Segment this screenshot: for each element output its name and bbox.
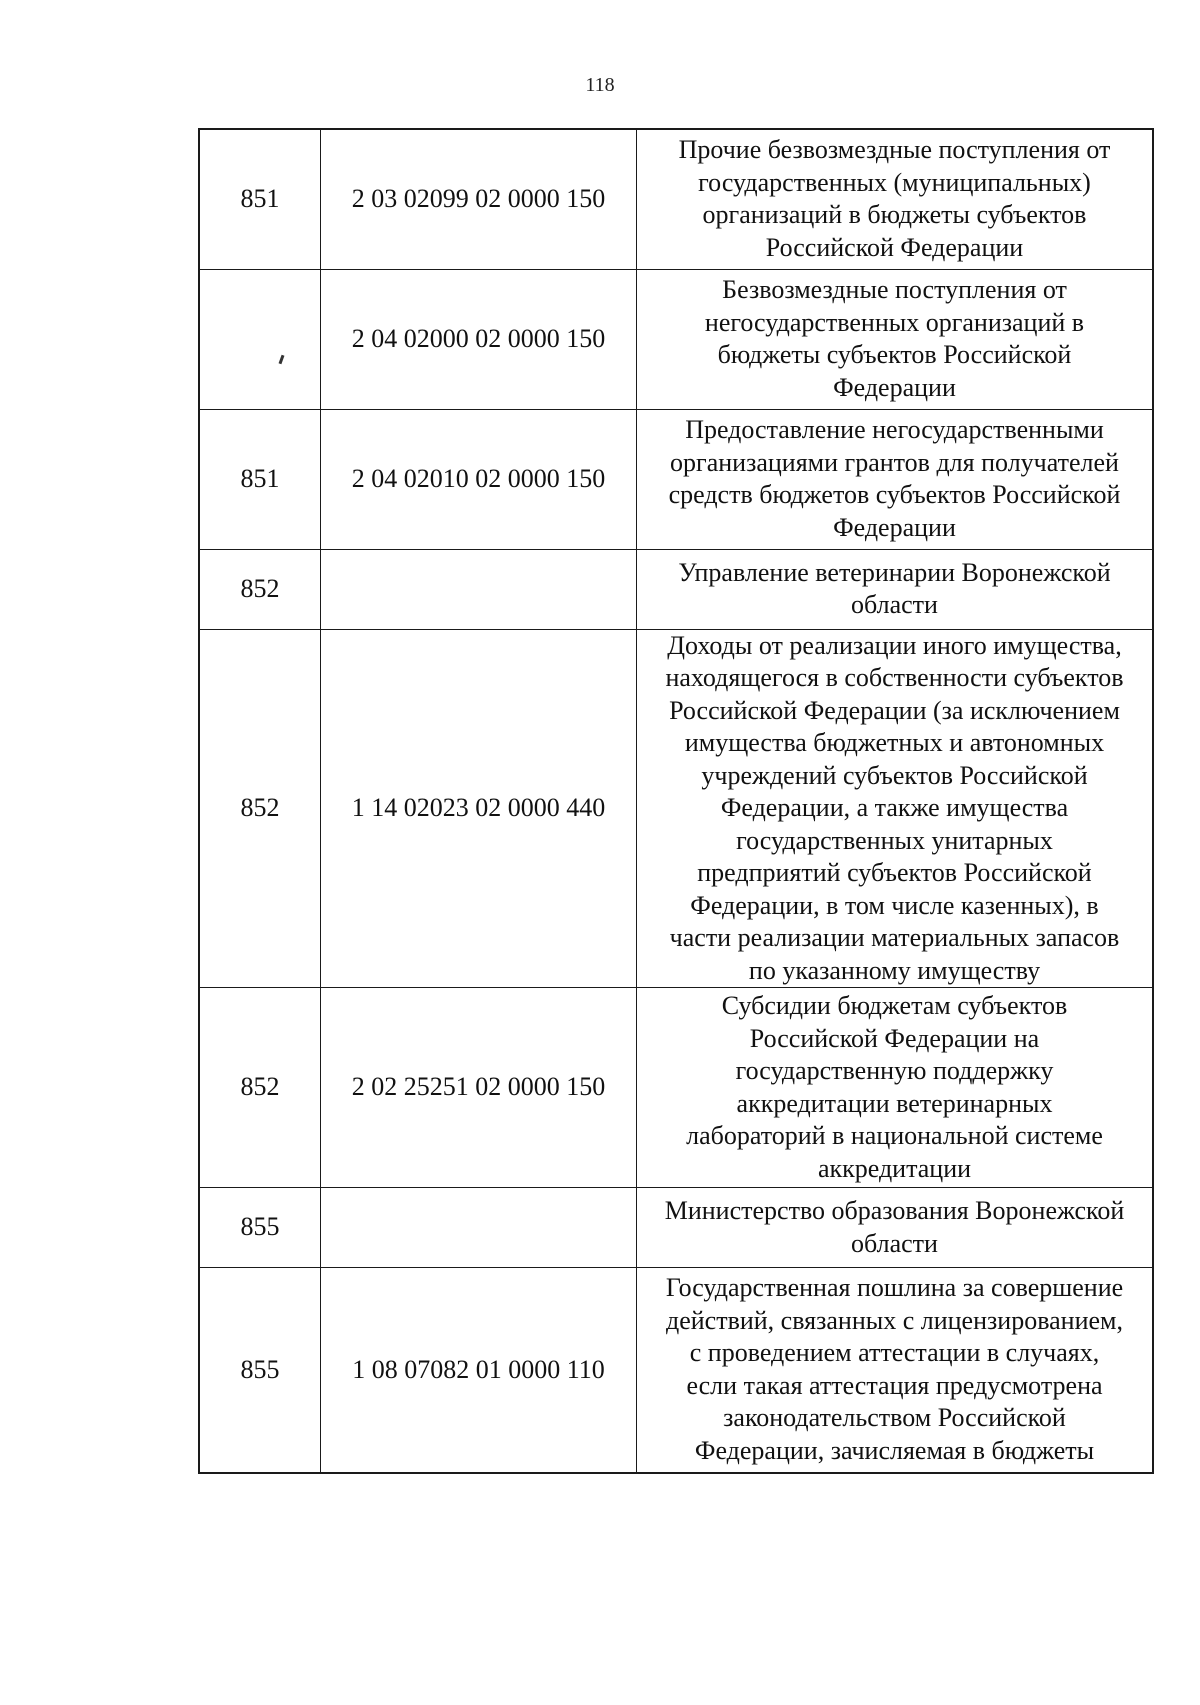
admin-code-cell: [199, 269, 321, 409]
revenue-name-line: имущества бюджетных и автономных: [684, 728, 1105, 757]
revenue-name-cell: [637, 1268, 1154, 1473]
revenue-codes-table: [198, 128, 1154, 1474]
revenue-name-line: государственных унитарных: [736, 825, 1053, 855]
revenue-name-line: аккредитации: [817, 1153, 972, 1183]
revenue-name-line: Российской Федерации на: [749, 1023, 1040, 1053]
revenue-code-cell: 1 08 07082 01 0000 110: [321, 1268, 637, 1473]
revenue-name-line: Министерство образования Воронежской: [664, 1196, 1125, 1225]
revenue-name-cell: [637, 129, 1154, 269]
table-row: [199, 129, 1153, 269]
revenue-name-line: находящегося в собственности субъектов: [665, 663, 1124, 692]
revenue-name-line: Доходы от реализации иного имущества,: [667, 630, 1122, 660]
revenue-name-line: Безвозмездные поступления от: [722, 275, 1067, 304]
revenue-code-cell: 2 02 25251 02 0000 150: [321, 988, 637, 1188]
admin-code-cell: 855: [199, 1268, 321, 1473]
revenue-name-line: негосударственных организаций в: [704, 307, 1085, 337]
revenue-name-line: лабораторий в национальной системе: [686, 1121, 1103, 1150]
revenue-code-cell: 2 04 02010 02 0000 150: [321, 409, 637, 549]
revenue-name-cell: [637, 549, 1154, 629]
table-row: [199, 1268, 1153, 1473]
revenue-name-line: области: [851, 590, 938, 619]
revenue-code-cell: 1 14 02023 02 0000 440: [321, 629, 637, 988]
table-row: [199, 629, 1153, 988]
revenue-name-line: Федерации: [833, 372, 956, 402]
revenue-name-line: аккредитации ветеринарных: [736, 1088, 1053, 1118]
revenue-name-line: учреждений субъектов Российской: [701, 760, 1088, 790]
revenue-code-cell: 2 03 02099 02 0000 150: [321, 129, 637, 269]
admin-code-cell: 852: [199, 629, 321, 988]
revenue-name-cell: [637, 409, 1154, 549]
table-body: [199, 129, 1153, 1473]
revenue-name-cell: [637, 269, 1154, 409]
revenue-name-line: действий, связанных с лицензированием,: [665, 1305, 1123, 1335]
revenue-name-cell: [637, 988, 1154, 1188]
page-number: 118: [585, 74, 615, 96]
revenue-name-line: Российской Федерации: [765, 232, 1024, 262]
admin-code-cell: 851: [199, 129, 321, 269]
revenue-name-line: Федерации, в том числе казенных), в: [690, 890, 1099, 920]
revenue-name-line: с проведением аттестации в случаях,: [689, 1338, 1100, 1368]
revenue-name-line: Российской Федерации (за исключением: [669, 695, 1120, 725]
revenue-name-line: бюджеты субъектов Российской: [717, 340, 1072, 369]
revenue-name-line: Федерации, зачисляемая в бюджеты: [694, 1435, 1095, 1465]
admin-code-cell: 852: [199, 988, 321, 1188]
revenue-name-line: Прочие безвозмездные поступления от: [678, 135, 1111, 165]
admin-code-cell: 855: [199, 1188, 321, 1268]
revenue-name-line: организаций в бюджеты субъектов: [702, 200, 1087, 230]
revenue-code-cell: 2 04 02000 02 0000 150: [321, 269, 637, 409]
revenue-name-line: государственных (муниципальных): [698, 167, 1091, 197]
revenue-name-line: законодательством Российской: [723, 1403, 1066, 1433]
revenue-name-line: если такая аттестация предусмотрена: [686, 1370, 1103, 1400]
admin-code-cell: 851: [199, 409, 321, 549]
revenue-name-line: области: [851, 1228, 938, 1258]
revenue-name-line: Предоставление негосударственными: [685, 415, 1104, 444]
revenue-name-line: по указанному имуществу: [748, 955, 1041, 985]
revenue-code-cell: [321, 1188, 637, 1268]
revenue-name-line: средств бюджетов субъектов Российской: [668, 480, 1121, 509]
revenue-name-line: Государственная пошлина за совершение: [665, 1273, 1124, 1303]
table-row: [199, 409, 1153, 549]
table-row: [199, 988, 1153, 1188]
revenue-name-cell: [637, 629, 1154, 988]
revenue-name-line: организациями грантов для получателей: [670, 447, 1119, 477]
admin-code-cell: 852: [199, 549, 321, 629]
revenue-name-line: Субсидии бюджетам субъектов: [721, 991, 1068, 1020]
revenue-name-line: Управление ветеринарии Воронежской: [678, 557, 1111, 587]
revenue-name-cell: [637, 1188, 1154, 1268]
revenue-code-cell: [321, 549, 637, 629]
revenue-name-line: предприятий субъектов Российской: [697, 858, 1092, 887]
revenue-name-line: государственную поддержку: [735, 1056, 1054, 1085]
table-row: [199, 549, 1153, 629]
revenue-name-line: части реализации материальных запасов: [669, 923, 1120, 952]
table-row: [199, 1188, 1153, 1268]
revenue-name-line: Федерации: [833, 512, 956, 542]
revenue-name-line: Федерации, а также имущества: [720, 793, 1069, 822]
table-row: [199, 269, 1153, 409]
